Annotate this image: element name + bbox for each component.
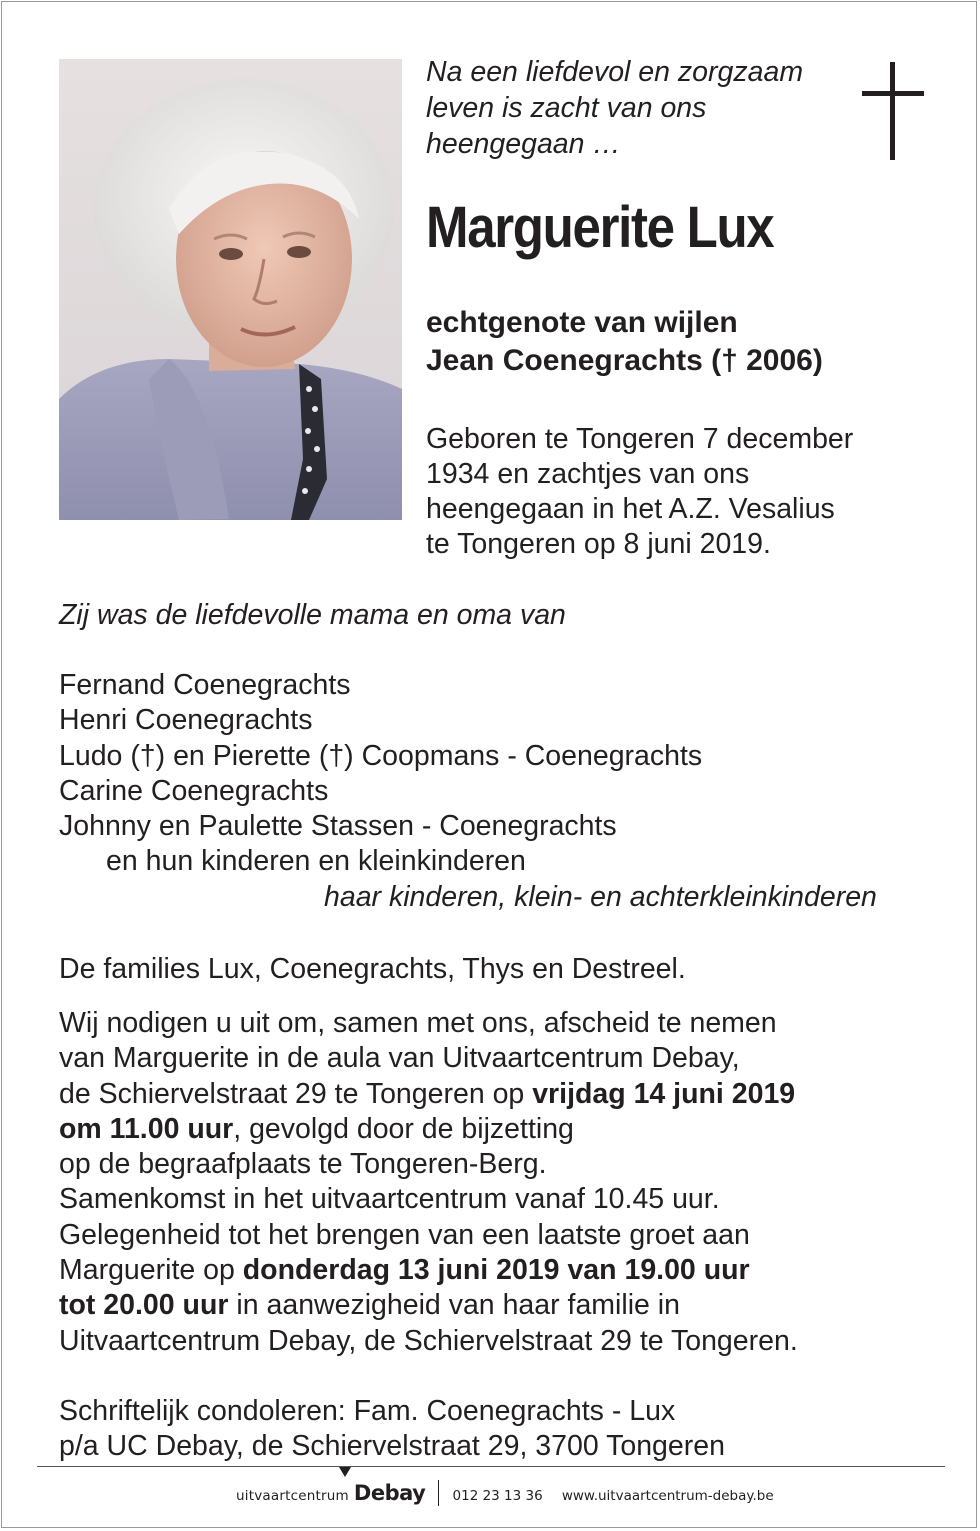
funeral-date: vrijdag 14 juni 2019 xyxy=(532,1077,796,1110)
invite-text: de Schiervelstraat 29 te Tongeren op xyxy=(59,1077,533,1110)
footer-brand-name: Debay xyxy=(353,1481,426,1505)
funeral-time: om 11.00 uur xyxy=(59,1112,234,1145)
footer-website[interactable]: www.uitvaartcentrum-debay.be xyxy=(561,1488,774,1504)
child-entry: Carine Coenegrachts xyxy=(59,774,329,807)
invite-line xyxy=(59,1288,798,1323)
visitation-end: tot 20.00 uur xyxy=(59,1289,229,1322)
child-entry: Johnny en Paulette Stassen - Coenegrachts xyxy=(59,810,617,843)
invite-line: Uitvaartcentrum Debay, de Schiervelstraat 29 te Tongeren. xyxy=(59,1324,798,1357)
intro-line: leven is zacht van ons xyxy=(426,92,707,124)
intro-text xyxy=(426,54,846,162)
invite-line: Gelegenheid tot het brengen van een laatste groet aan xyxy=(59,1218,750,1251)
footer-divider xyxy=(37,1466,945,1467)
condolences-info xyxy=(59,1394,725,1465)
deceased-name: Marguerite Lux xyxy=(426,195,774,260)
invite-line xyxy=(59,1112,798,1147)
invite-line: op de begraafplaats te Tongeren-Berg. xyxy=(59,1148,547,1181)
triangle-marker-icon xyxy=(339,1467,351,1477)
invite-line: Samenkomst in het uitvaartcentrum vanaf 10.45 uur. xyxy=(59,1183,720,1216)
condolences-line: Schriftelijk condoleren: Fam. Coenegrachts - Lux xyxy=(59,1395,676,1427)
spouse-line: Jean Coenegrachts († 2006) xyxy=(426,344,823,377)
families-line: De families Lux, Coenegrachts, Thys en Destreel. xyxy=(59,953,686,985)
children-list xyxy=(59,668,877,913)
children-sub-line: en hun kinderen en kleinkinderen xyxy=(106,845,526,878)
birth-line: Geboren te Tongeren 7 december xyxy=(426,423,854,455)
invite-text: Marguerite op xyxy=(59,1254,243,1287)
cross-icon xyxy=(862,62,924,160)
invitation-text xyxy=(59,1006,798,1359)
children-summary: haar kinderen, klein- en achterkleinkinderen xyxy=(324,880,877,913)
intro-line: heengegaan … xyxy=(426,128,621,160)
intro-line: Na een liefdevol en zorgzaam xyxy=(426,56,804,88)
spouse-info xyxy=(426,304,823,380)
spouse-line: echtgenote van wijlen xyxy=(426,306,738,339)
invite-text: in aanwezigheid van haar familie in xyxy=(228,1289,680,1322)
footer-phone: 012 23 13 36 xyxy=(452,1488,543,1504)
invite-line xyxy=(59,1077,798,1112)
footer xyxy=(236,1480,774,1506)
invite-line xyxy=(59,1253,798,1288)
birth-line: 1934 en zachtjes van ons xyxy=(426,458,750,490)
invite-text: , gevolgd door de bijzetting xyxy=(233,1112,574,1145)
birth-line: heengegaan in het A.Z. Vesalius xyxy=(426,493,835,525)
birth-line: te Tongeren op 8 juni 2019. xyxy=(426,528,771,560)
portrait-photo xyxy=(59,59,402,520)
footer-brand-small: uitvaartcentrum xyxy=(236,1488,349,1504)
child-entry: Ludo (†) en Pierette (†) Coopmans - Coenegrachts xyxy=(59,739,703,772)
condolences-address: p/a UC Debay, de Schiervelstraat 29, 3700 Tongeren xyxy=(59,1430,725,1463)
footer-separator xyxy=(438,1480,439,1506)
birth-death-info xyxy=(426,422,853,562)
invite-line: van Marguerite in de aula van Uitvaartcentrum Debay, xyxy=(59,1042,740,1075)
child-entry: Fernand Coenegrachts xyxy=(59,669,351,701)
child-entry: Henri Coenegrachts xyxy=(59,704,313,737)
mama-line: Zij was de liefdevolle mama en oma van xyxy=(59,599,566,631)
visitation-date: donderdag 13 juni 2019 van 19.00 uur xyxy=(242,1254,750,1287)
invite-line: Wij nodigen u uit om, samen met ons, afscheid te nemen xyxy=(59,1007,777,1039)
